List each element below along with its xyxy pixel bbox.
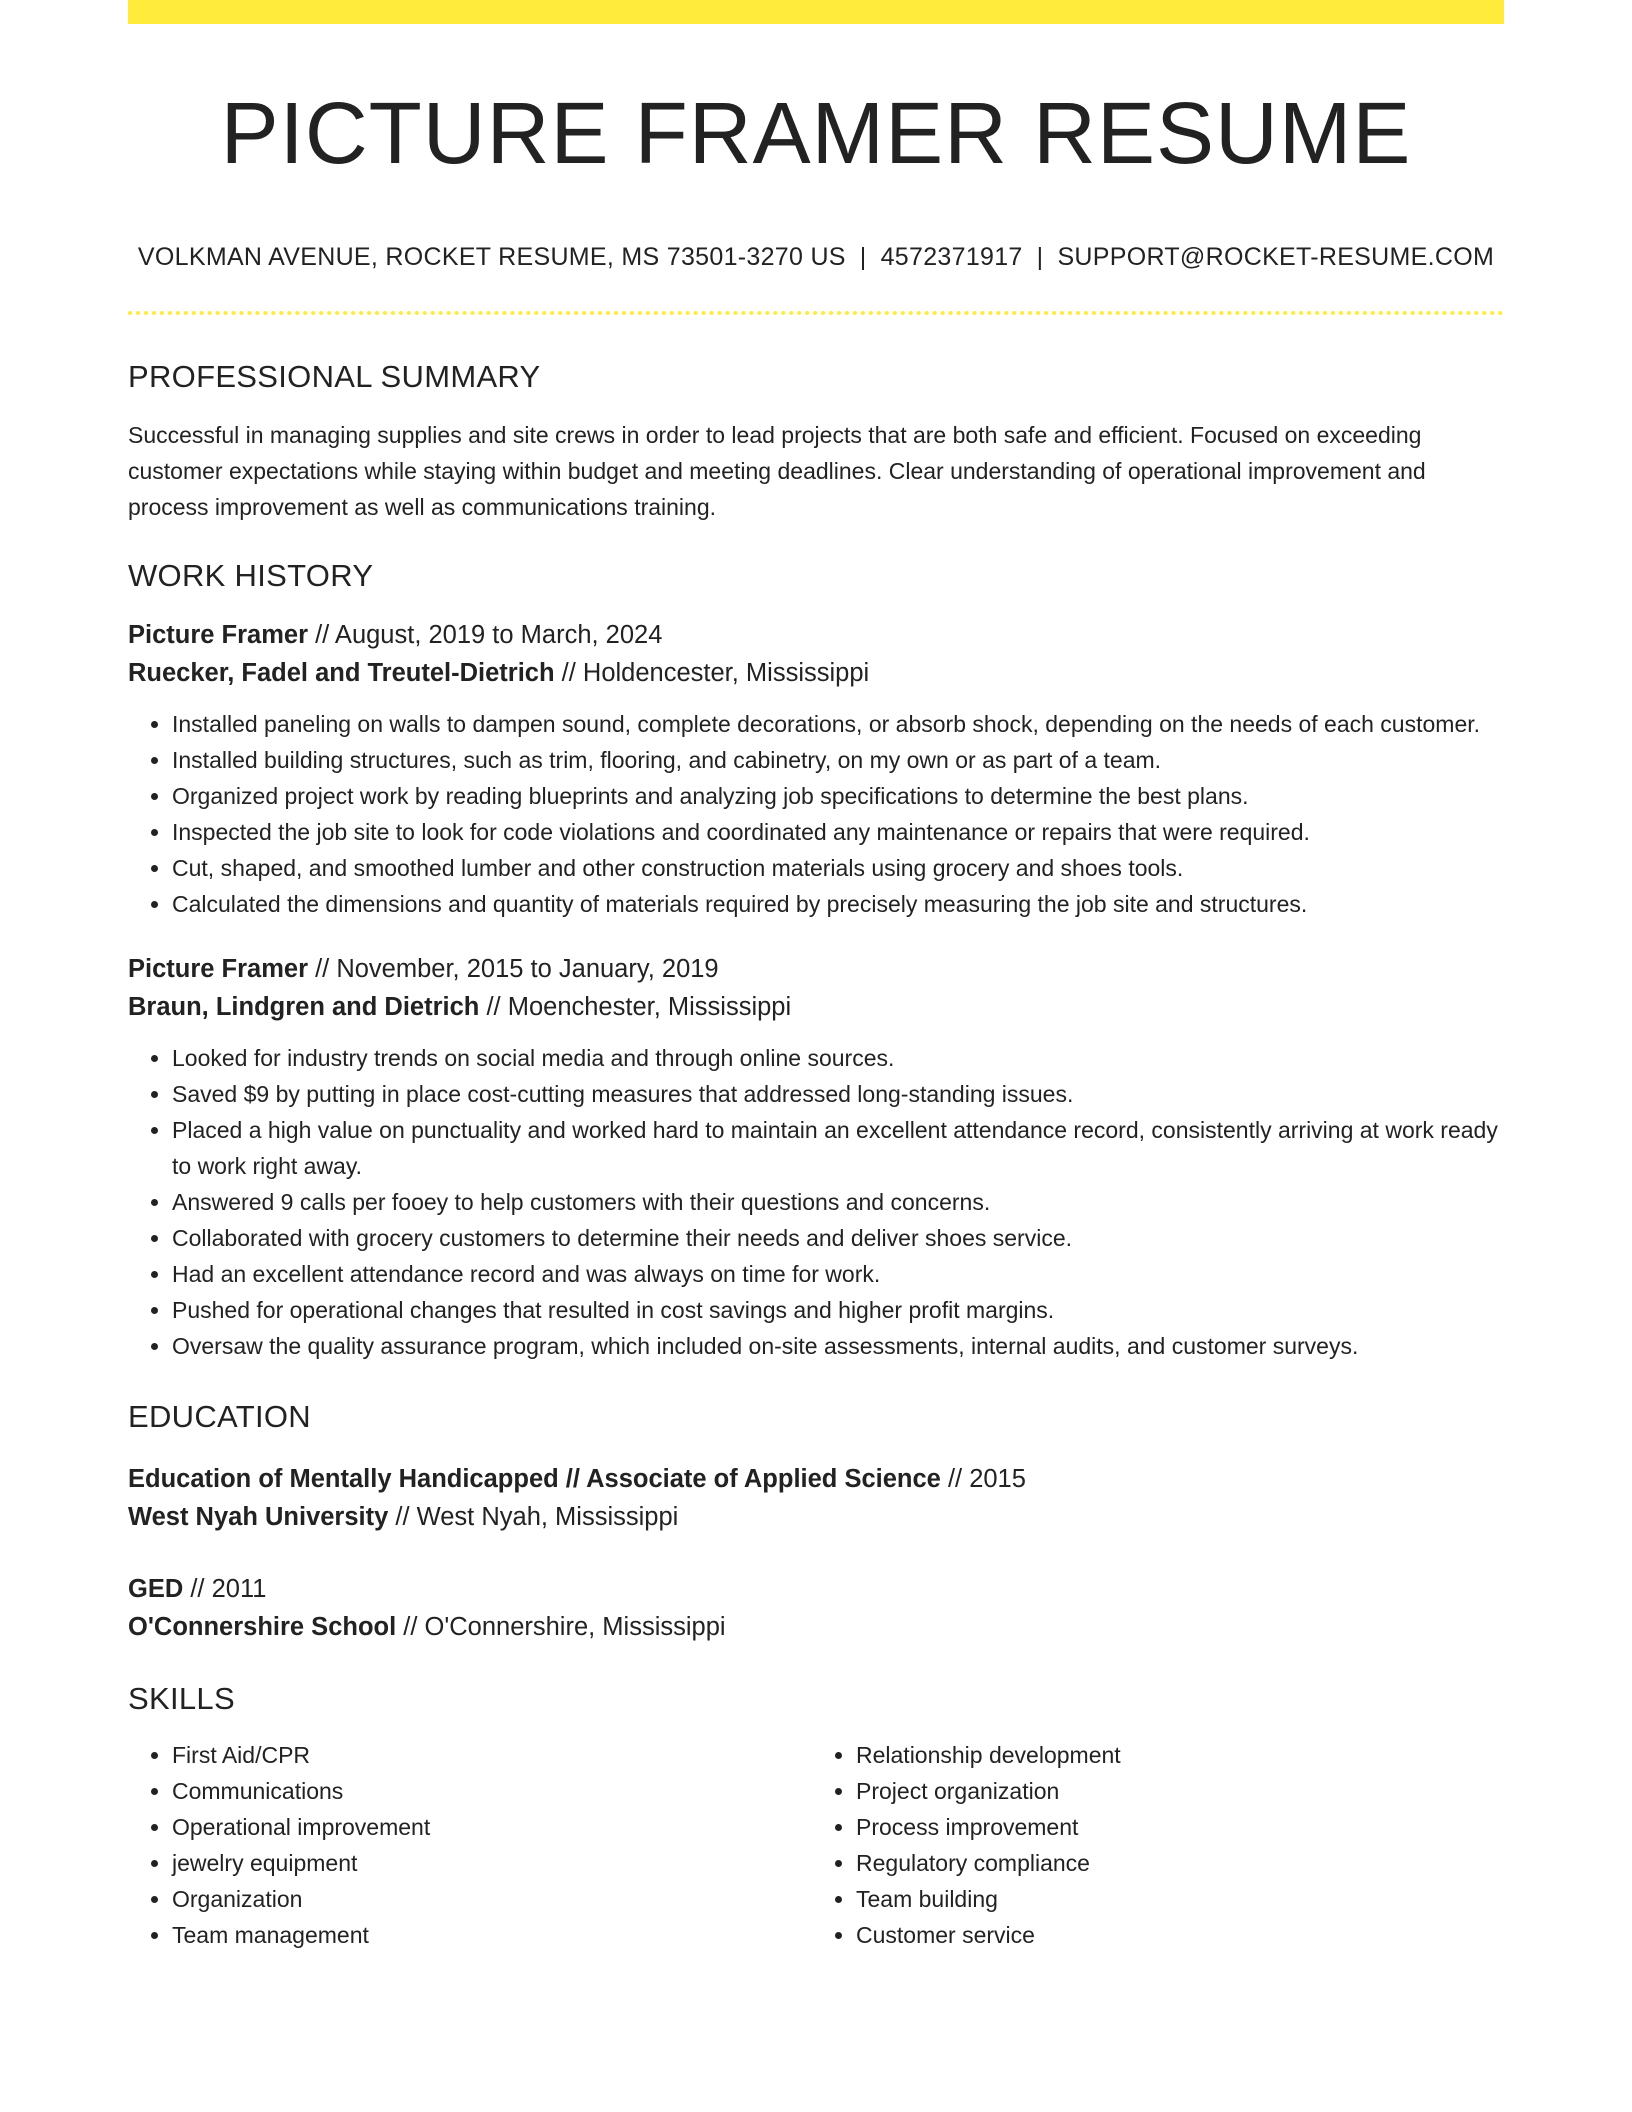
skills-heading: SKILLS (128, 1680, 235, 1716)
education-degree-line (128, 1460, 1504, 1498)
skills-columns (128, 1737, 1504, 1953)
education-location: // O'Connershire, Mississippi (396, 1612, 726, 1641)
education-school-line (128, 1498, 1504, 1536)
job-role-line (128, 616, 1504, 654)
contact-email: SUPPORT@ROCKET-RESUME.COM (1057, 243, 1495, 272)
top-accent-bar (128, 0, 1504, 24)
job-bullet: • Calculated the dimensions and quantity of materials required by precisely measuring the job site and structures. (172, 886, 1504, 922)
job-bullet: • Looked for industry trends on social media and through online sources. (172, 1040, 1504, 1076)
resume-title: PICTURE FRAMER RESUME (220, 85, 1412, 182)
skill-item: • Operational improvement (172, 1809, 806, 1845)
skill-item: • Regulatory compliance (856, 1845, 1490, 1881)
job-role-line (128, 950, 1504, 988)
job-role: Picture Framer (128, 955, 308, 984)
job-entry (128, 950, 1504, 1364)
skill-item: • Customer service (856, 1917, 1490, 1953)
job-location: // Moenchester, Mississippi (479, 993, 792, 1022)
education-degree: GED (128, 1574, 184, 1603)
job-bullet: • Installed building structures, such as trim, flooring, and cabinetry, on my own or as part of a team. (172, 742, 1504, 778)
skill-item: • Relationship development (856, 1737, 1490, 1773)
job-dates: // November, 2015 to January, 2019 (308, 955, 719, 984)
skill-item: • Project organization (856, 1773, 1490, 1809)
summary-heading: PROFESSIONAL SUMMARY (128, 359, 541, 395)
job-location: // Holdencester, Mississippi (554, 659, 870, 688)
job-bullet: • Had an excellent attendance record and was always on time for work. (172, 1256, 1504, 1292)
job-bullet: • Oversaw the quality assurance program, which included on-site assessments, internal audits, and customer surveys. (172, 1328, 1504, 1364)
dotted-divider (128, 311, 1504, 315)
skill-item: • Communications (172, 1773, 806, 1809)
education-entry (128, 1570, 1504, 1646)
education-school-line (128, 1608, 1504, 1646)
education-heading: EDUCATION (128, 1399, 311, 1435)
skill-item: • Team building (856, 1881, 1490, 1917)
job-role: Picture Framer (128, 621, 308, 650)
job-company-line (128, 988, 1504, 1026)
skill-item: • jewelry equipment (172, 1845, 806, 1881)
skill-item: • Team management (172, 1917, 806, 1953)
education-location: // West Nyah, Mississippi (388, 1502, 679, 1531)
job-bullet: • Saved $9 by putting in place cost-cutting measures that addressed long-standing issues. (172, 1076, 1504, 1112)
education-year: // 2015 (940, 1464, 1026, 1493)
job-bullet: • Installed paneling on walls to dampen sound, complete decorations, or absorb shock, depending on the needs of each customer. (172, 706, 1504, 742)
job-bullet: • Cut, shaped, and smoothed lumber and other construction materials using grocery and shoes tools. (172, 850, 1504, 886)
job-bullets (128, 706, 1504, 922)
education-degree-line (128, 1570, 1504, 1608)
education-year: // 2011 (183, 1574, 267, 1603)
job-bullet: • Answered 9 calls per fooey to help customers with their questions and concerns. (172, 1184, 1504, 1220)
work-history-heading: WORK HISTORY (128, 558, 374, 594)
skills-list-left (128, 1737, 806, 1953)
resume-page (128, 0, 1504, 1953)
job-company-line (128, 654, 1504, 692)
job-bullets (128, 1040, 1504, 1364)
contact-phone: 4572371917 (880, 243, 1023, 272)
job-company: Ruecker, Fadel and Treutel-Dietrich (128, 659, 555, 688)
job-bullet: • Collaborated with grocery customers to determine their needs and deliver shoes service. (172, 1220, 1504, 1256)
contact-separator: | (859, 243, 867, 272)
education-degree: Education of Mentally Handicapped // Associate of Applied Science (128, 1464, 941, 1493)
job-bullet: • Organized project work by reading blueprints and analyzing job specifications to determine the best plans. (172, 778, 1504, 814)
contact-address: VOLKMAN AVENUE, ROCKET RESUME, MS 73501-3270 US (137, 243, 846, 272)
job-entry (128, 616, 1504, 922)
skill-item: • Organization (172, 1881, 806, 1917)
skill-item: • Process improvement (856, 1809, 1490, 1845)
education-school: West Nyah University (128, 1502, 389, 1531)
contact-separator: | (1036, 243, 1044, 272)
job-bullet: • Placed a high value on punctuality and worked hard to maintain an excellent attendance record, consistently arriving at work ready to work right away. (172, 1112, 1504, 1184)
skill-item: • First Aid/CPR (172, 1737, 806, 1773)
job-company: Braun, Lindgren and Dietrich (128, 993, 480, 1022)
contact-line (128, 242, 1504, 272)
job-bullet: • Inspected the job site to look for code violations and coordinated any maintenance or repairs that were required. (172, 814, 1504, 850)
job-bullet: • Pushed for operational changes that resulted in cost savings and higher profit margins. (172, 1292, 1504, 1328)
education-entry (128, 1460, 1504, 1536)
skills-list-right (806, 1737, 1490, 1953)
job-dates: // August, 2019 to March, 2024 (308, 621, 663, 650)
summary-text: Successful in managing supplies and site crews in order to lead projects that are both safe and efficient. Focused on exceeding customer expectations while staying within budget and meeting deadlines. Clear understanding of operational improvement and process improvement as well as communications training. (128, 422, 1426, 521)
education-school: O'Connershire School (128, 1612, 397, 1641)
